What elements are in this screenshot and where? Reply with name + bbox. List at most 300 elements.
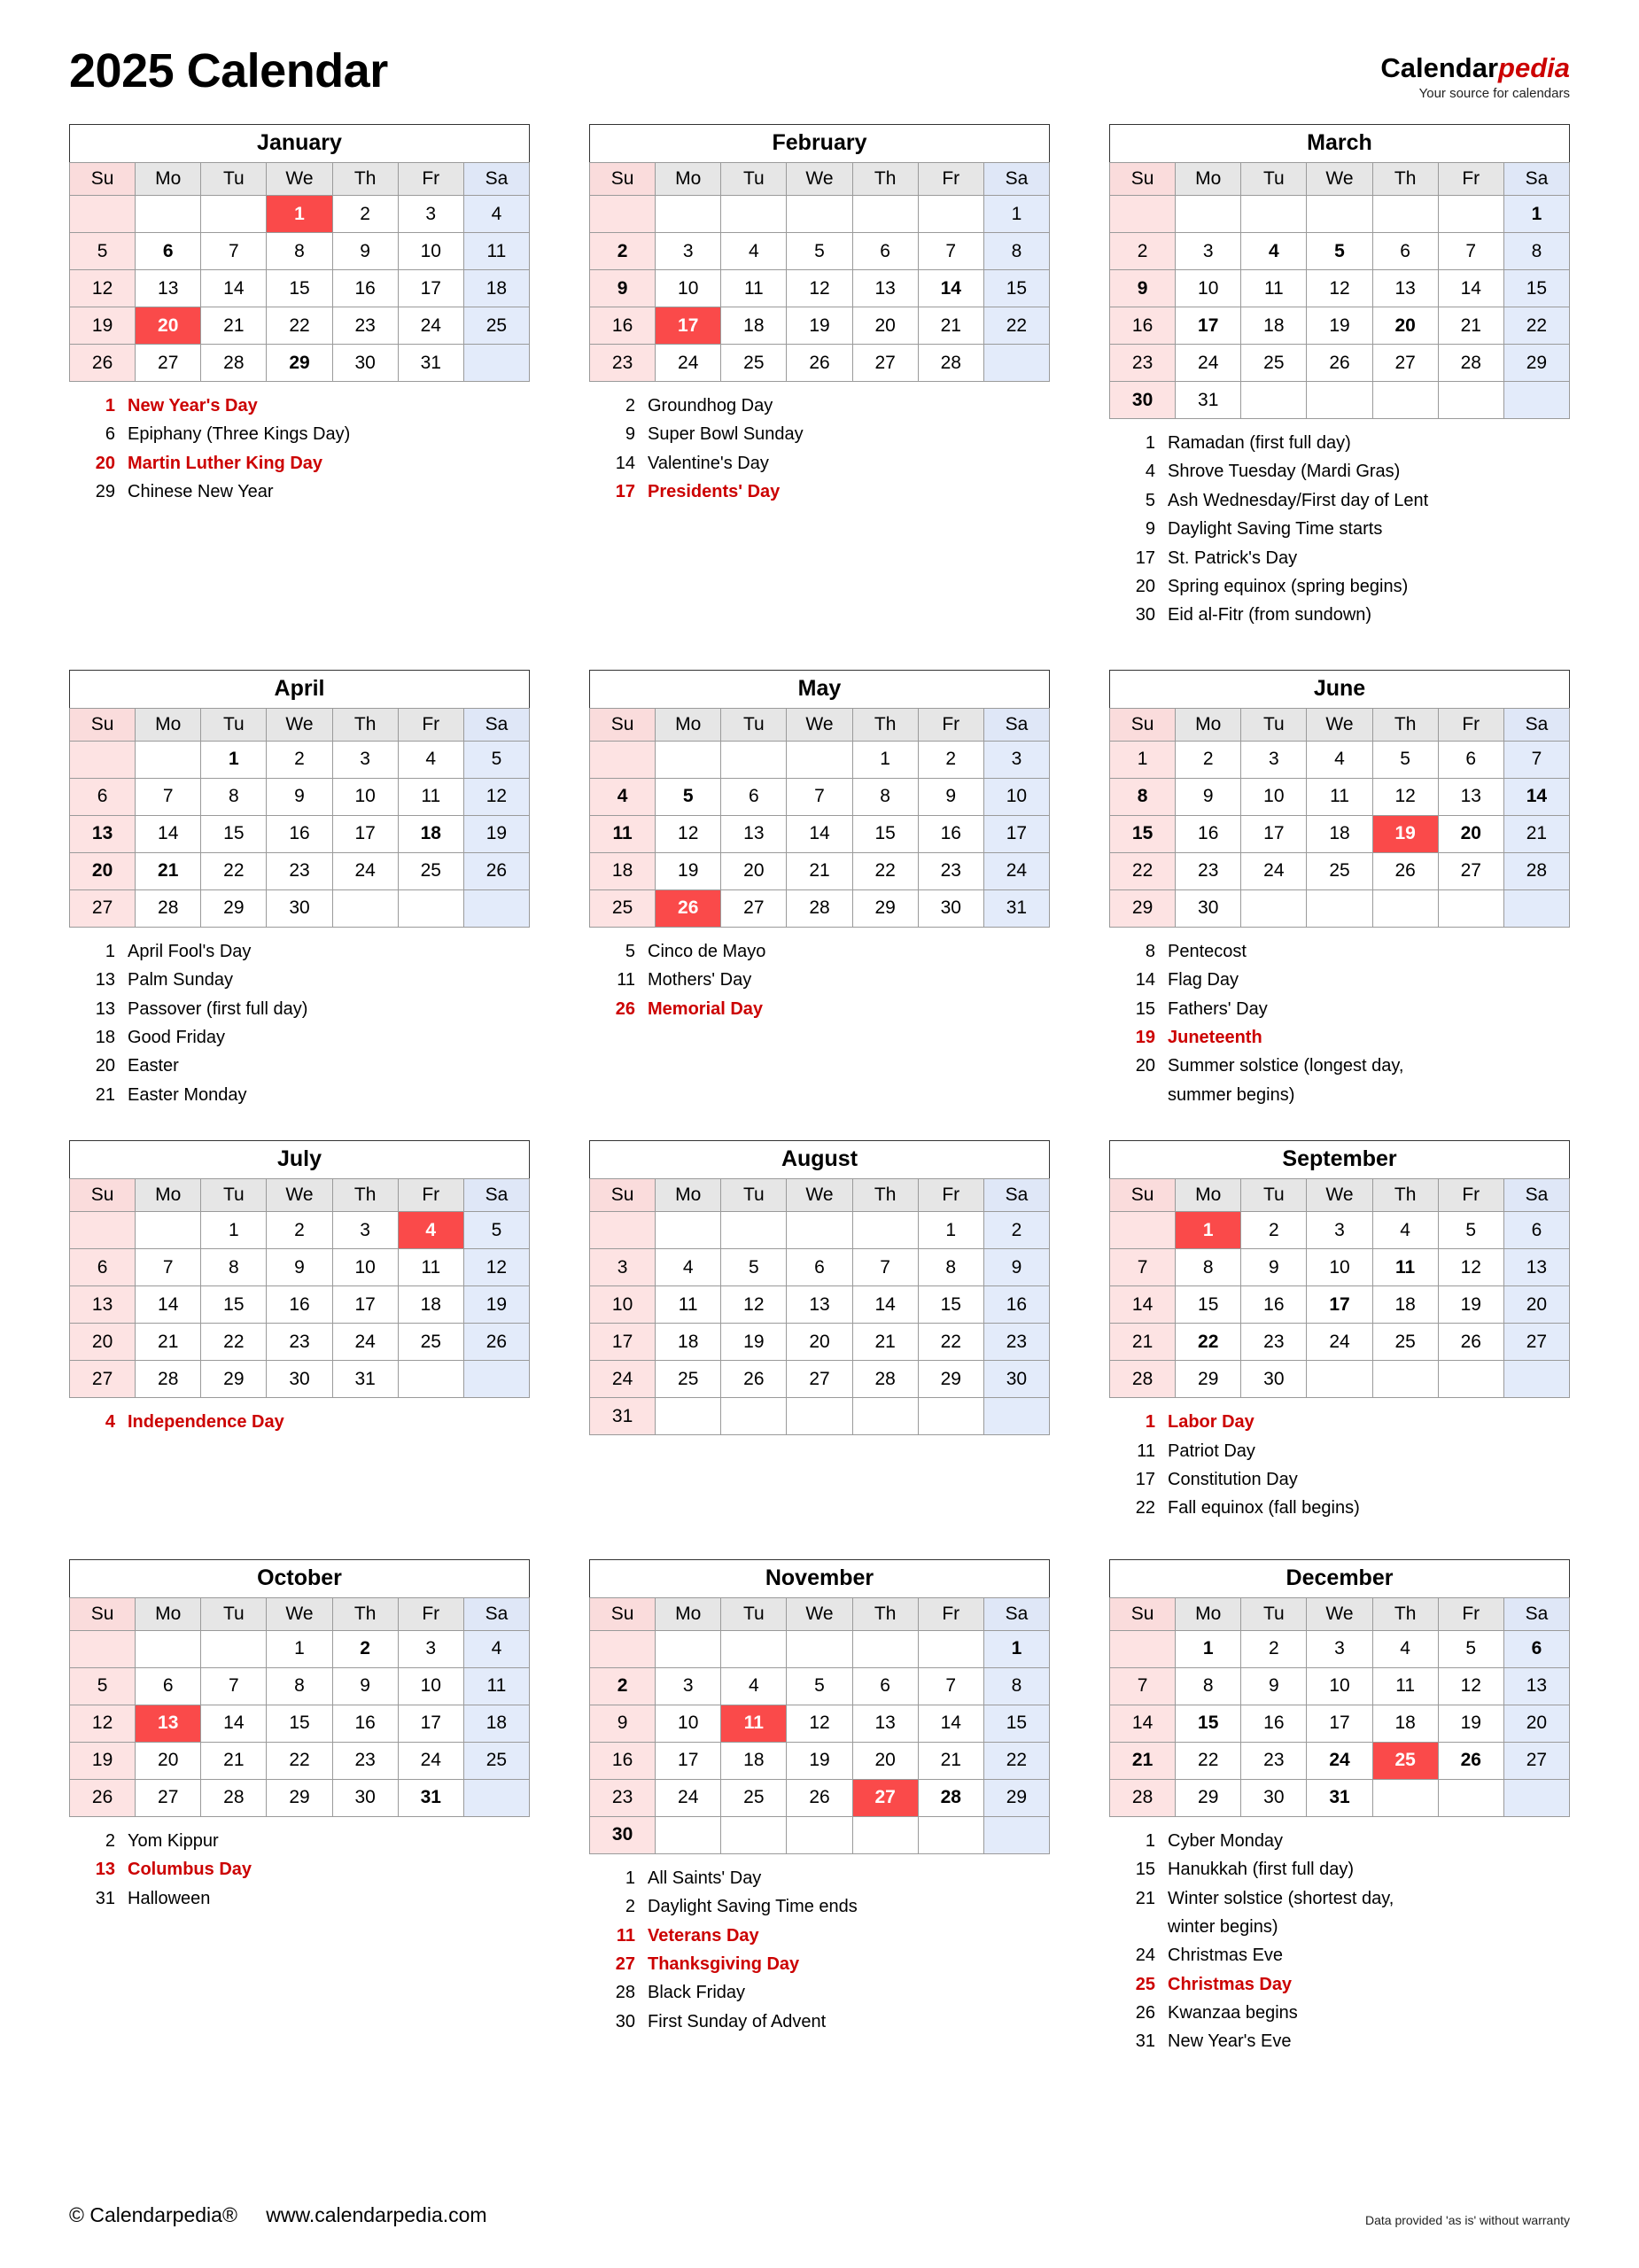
day-cell[interactable]: 1 [983,196,1049,233]
day-cell[interactable]: 8 [267,233,332,270]
day-cell[interactable]: 23 [332,307,398,345]
day-cell[interactable]: 21 [201,307,267,345]
day-cell[interactable]: 11 [721,270,787,307]
day-cell[interactable]: 25 [398,852,463,889]
day-cell[interactable]: 7 [1110,1667,1176,1705]
day-cell[interactable]: 24 [332,852,398,889]
day-cell[interactable]: 26 [721,1361,787,1398]
day-cell[interactable]: 13 [136,270,201,307]
day-cell[interactable]: 19 [1372,815,1438,852]
day-cell[interactable]: 8 [1110,778,1176,815]
day-cell[interactable]: 20 [852,1742,918,1779]
day-cell[interactable]: 14 [1438,270,1503,307]
day-cell[interactable]: 28 [918,345,983,382]
day-cell[interactable]: 23 [267,852,332,889]
day-cell[interactable]: 7 [787,778,852,815]
day-cell[interactable]: 4 [1372,1630,1438,1667]
day-cell[interactable]: 27 [1438,852,1503,889]
day-cell[interactable]: 16 [332,270,398,307]
day-cell[interactable]: 25 [1307,852,1372,889]
day-cell[interactable]: 13 [852,270,918,307]
day-cell[interactable]: 24 [1176,345,1241,382]
day-cell[interactable]: 19 [1438,1705,1503,1742]
day-cell[interactable]: 17 [1176,307,1241,345]
day-cell[interactable]: 26 [463,1324,529,1361]
day-cell[interactable]: 24 [590,1361,656,1398]
day-cell[interactable]: 4 [1241,233,1307,270]
day-cell[interactable]: 24 [656,1779,721,1816]
day-cell[interactable]: 11 [1241,270,1307,307]
day-cell[interactable]: 9 [983,1249,1049,1286]
day-cell[interactable]: 12 [1372,778,1438,815]
day-cell[interactable]: 10 [590,1286,656,1324]
day-cell[interactable]: 16 [1110,307,1176,345]
day-cell[interactable]: 24 [1241,852,1307,889]
day-cell[interactable]: 19 [463,815,529,852]
day-cell[interactable]: 24 [332,1324,398,1361]
day-cell[interactable]: 12 [463,778,529,815]
day-cell[interactable]: 23 [1241,1742,1307,1779]
day-cell[interactable]: 3 [332,1212,398,1249]
day-cell[interactable]: 6 [70,778,136,815]
day-cell[interactable]: 26 [70,1779,136,1816]
day-cell[interactable]: 23 [590,1779,656,1816]
day-cell[interactable]: 17 [1241,815,1307,852]
day-cell[interactable]: 17 [398,1705,463,1742]
day-cell[interactable]: 16 [918,815,983,852]
day-cell[interactable]: 15 [1503,270,1569,307]
day-cell[interactable]: 26 [1372,852,1438,889]
day-cell[interactable]: 28 [1110,1779,1176,1816]
day-cell[interactable]: 10 [1307,1249,1372,1286]
day-cell[interactable]: 13 [1503,1249,1569,1286]
day-cell[interactable]: 12 [70,270,136,307]
day-cell[interactable]: 28 [918,1779,983,1816]
day-cell[interactable]: 2 [918,741,983,778]
day-cell[interactable]: 14 [852,1286,918,1324]
day-cell[interactable]: 15 [983,1705,1049,1742]
day-cell[interactable]: 9 [1241,1249,1307,1286]
day-cell[interactable]: 21 [918,1742,983,1779]
day-cell[interactable]: 30 [332,345,398,382]
day-cell[interactable]: 11 [1372,1667,1438,1705]
day-cell[interactable]: 1 [201,1212,267,1249]
day-cell[interactable]: 20 [136,307,201,345]
day-cell[interactable]: 5 [787,1667,852,1705]
day-cell[interactable]: 16 [267,1286,332,1324]
day-cell[interactable]: 8 [1176,1667,1241,1705]
day-cell[interactable]: 18 [721,1742,787,1779]
day-cell[interactable]: 26 [787,345,852,382]
day-cell[interactable]: 19 [1438,1286,1503,1324]
day-cell[interactable]: 18 [1307,815,1372,852]
day-cell[interactable]: 21 [1503,815,1569,852]
day-cell[interactable]: 9 [1110,270,1176,307]
day-cell[interactable]: 1 [267,1630,332,1667]
day-cell[interactable]: 4 [1307,741,1372,778]
day-cell[interactable]: 19 [656,852,721,889]
day-cell[interactable]: 22 [1176,1324,1241,1361]
day-cell[interactable]: 7 [852,1249,918,1286]
day-cell[interactable]: 25 [1372,1324,1438,1361]
day-cell[interactable]: 11 [463,1667,529,1705]
day-cell[interactable]: 5 [1438,1212,1503,1249]
day-cell[interactable]: 10 [983,778,1049,815]
day-cell[interactable]: 29 [201,889,267,927]
day-cell[interactable]: 6 [1438,741,1503,778]
day-cell[interactable]: 4 [1372,1212,1438,1249]
day-cell[interactable]: 27 [70,1361,136,1398]
day-cell[interactable]: 6 [721,778,787,815]
day-cell[interactable]: 19 [787,307,852,345]
day-cell[interactable]: 30 [1110,382,1176,419]
day-cell[interactable]: 6 [852,233,918,270]
day-cell[interactable]: 13 [721,815,787,852]
day-cell[interactable]: 20 [787,1324,852,1361]
day-cell[interactable]: 9 [332,233,398,270]
day-cell[interactable]: 29 [1503,345,1569,382]
day-cell[interactable]: 31 [1176,382,1241,419]
day-cell[interactable]: 12 [721,1286,787,1324]
day-cell[interactable]: 17 [656,307,721,345]
day-cell[interactable]: 31 [590,1398,656,1435]
day-cell[interactable]: 16 [590,1742,656,1779]
day-cell[interactable]: 4 [398,1212,463,1249]
day-cell[interactable]: 21 [852,1324,918,1361]
day-cell[interactable]: 14 [136,1286,201,1324]
day-cell[interactable]: 1 [1110,741,1176,778]
day-cell[interactable]: 9 [267,778,332,815]
website-url[interactable]: www.calendarpedia.com [266,2203,487,2226]
day-cell[interactable]: 9 [1176,778,1241,815]
day-cell[interactable]: 8 [852,778,918,815]
day-cell[interactable]: 27 [70,889,136,927]
day-cell[interactable]: 28 [136,1361,201,1398]
day-cell[interactable]: 22 [201,852,267,889]
day-cell[interactable]: 28 [787,889,852,927]
day-cell[interactable]: 10 [332,1249,398,1286]
day-cell[interactable]: 25 [721,345,787,382]
day-cell[interactable]: 20 [852,307,918,345]
day-cell[interactable]: 6 [1503,1630,1569,1667]
day-cell[interactable]: 8 [918,1249,983,1286]
day-cell[interactable]: 25 [463,1742,529,1779]
day-cell[interactable]: 15 [918,1286,983,1324]
day-cell[interactable]: 1 [918,1212,983,1249]
day-cell[interactable]: 21 [918,307,983,345]
day-cell[interactable]: 3 [590,1249,656,1286]
day-cell[interactable]: 25 [721,1779,787,1816]
day-cell[interactable]: 16 [1176,815,1241,852]
day-cell[interactable]: 5 [463,741,529,778]
day-cell[interactable]: 11 [656,1286,721,1324]
day-cell[interactable]: 9 [590,1705,656,1742]
day-cell[interactable]: 30 [590,1816,656,1853]
day-cell[interactable]: 20 [1438,815,1503,852]
day-cell[interactable]: 25 [1241,345,1307,382]
day-cell[interactable]: 4 [590,778,656,815]
day-cell[interactable]: 20 [70,1324,136,1361]
day-cell[interactable]: 25 [463,307,529,345]
day-cell[interactable]: 15 [201,1286,267,1324]
day-cell[interactable]: 3 [1307,1212,1372,1249]
day-cell[interactable]: 7 [918,233,983,270]
day-cell[interactable]: 10 [1307,1667,1372,1705]
day-cell[interactable]: 29 [1176,1779,1241,1816]
day-cell[interactable]: 10 [398,1667,463,1705]
day-cell[interactable]: 13 [787,1286,852,1324]
day-cell[interactable]: 14 [918,270,983,307]
day-cell[interactable]: 13 [70,1286,136,1324]
day-cell[interactable]: 1 [1176,1630,1241,1667]
day-cell[interactable]: 2 [332,196,398,233]
day-cell[interactable]: 24 [398,307,463,345]
day-cell[interactable]: 13 [1438,778,1503,815]
day-cell[interactable]: 26 [1438,1324,1503,1361]
day-cell[interactable]: 19 [463,1286,529,1324]
day-cell[interactable]: 4 [463,196,529,233]
day-cell[interactable]: 30 [1241,1361,1307,1398]
day-cell[interactable]: 2 [1241,1212,1307,1249]
day-cell[interactable]: 23 [590,345,656,382]
day-cell[interactable]: 24 [1307,1324,1372,1361]
day-cell[interactable]: 26 [656,889,721,927]
day-cell[interactable]: 1 [852,741,918,778]
day-cell[interactable]: 25 [590,889,656,927]
day-cell[interactable]: 8 [983,1667,1049,1705]
day-cell[interactable]: 31 [332,1361,398,1398]
day-cell[interactable]: 22 [201,1324,267,1361]
day-cell[interactable]: 26 [463,852,529,889]
day-cell[interactable]: 5 [1307,233,1372,270]
day-cell[interactable]: 29 [267,1779,332,1816]
day-cell[interactable]: 15 [201,815,267,852]
day-cell[interactable]: 22 [1176,1742,1241,1779]
day-cell[interactable]: 11 [398,778,463,815]
day-cell[interactable]: 19 [70,307,136,345]
day-cell[interactable]: 29 [852,889,918,927]
day-cell[interactable]: 13 [1503,1667,1569,1705]
day-cell[interactable]: 15 [267,1705,332,1742]
day-cell[interactable]: 11 [590,815,656,852]
day-cell[interactable]: 21 [201,1742,267,1779]
day-cell[interactable]: 3 [1241,741,1307,778]
day-cell[interactable]: 22 [983,1742,1049,1779]
day-cell[interactable]: 21 [1110,1324,1176,1361]
day-cell[interactable]: 6 [136,1667,201,1705]
day-cell[interactable]: 25 [1372,1742,1438,1779]
day-cell[interactable]: 3 [332,741,398,778]
day-cell[interactable]: 30 [332,1779,398,1816]
day-cell[interactable]: 2 [1176,741,1241,778]
day-cell[interactable]: 27 [852,1779,918,1816]
day-cell[interactable]: 7 [918,1667,983,1705]
day-cell[interactable]: 10 [656,270,721,307]
day-cell[interactable]: 15 [267,270,332,307]
day-cell[interactable]: 27 [721,889,787,927]
day-cell[interactable]: 31 [983,889,1049,927]
day-cell[interactable]: 7 [201,233,267,270]
day-cell[interactable]: 4 [721,1667,787,1705]
day-cell[interactable]: 13 [852,1705,918,1742]
day-cell[interactable]: 27 [852,345,918,382]
day-cell[interactable]: 5 [70,233,136,270]
day-cell[interactable]: 25 [398,1324,463,1361]
day-cell[interactable]: 20 [1503,1286,1569,1324]
day-cell[interactable]: 6 [70,1249,136,1286]
day-cell[interactable]: 14 [1110,1705,1176,1742]
day-cell[interactable]: 23 [1110,345,1176,382]
day-cell[interactable]: 27 [1503,1324,1569,1361]
day-cell[interactable]: 27 [1503,1742,1569,1779]
day-cell[interactable]: 26 [787,1779,852,1816]
day-cell[interactable]: 30 [267,889,332,927]
day-cell[interactable]: 23 [983,1324,1049,1361]
day-cell[interactable]: 12 [463,1249,529,1286]
day-cell[interactable]: 23 [1176,852,1241,889]
day-cell[interactable]: 29 [1176,1361,1241,1398]
day-cell[interactable]: 6 [852,1667,918,1705]
day-cell[interactable]: 27 [136,345,201,382]
day-cell[interactable]: 9 [332,1667,398,1705]
day-cell[interactable]: 17 [398,270,463,307]
day-cell[interactable]: 15 [1110,815,1176,852]
day-cell[interactable]: 10 [1241,778,1307,815]
day-cell[interactable]: 14 [201,1705,267,1742]
day-cell[interactable]: 28 [201,345,267,382]
day-cell[interactable]: 29 [983,1779,1049,1816]
day-cell[interactable]: 5 [70,1667,136,1705]
day-cell[interactable]: 2 [267,741,332,778]
day-cell[interactable]: 2 [1110,233,1176,270]
day-cell[interactable]: 3 [398,1630,463,1667]
day-cell[interactable]: 5 [787,233,852,270]
day-cell[interactable]: 30 [1176,889,1241,927]
day-cell[interactable]: 30 [267,1361,332,1398]
day-cell[interactable]: 12 [1438,1667,1503,1705]
day-cell[interactable]: 14 [1110,1286,1176,1324]
day-cell[interactable]: 29 [201,1361,267,1398]
day-cell[interactable]: 13 [70,815,136,852]
day-cell[interactable]: 22 [852,852,918,889]
day-cell[interactable]: 24 [656,345,721,382]
day-cell[interactable]: 5 [1372,741,1438,778]
day-cell[interactable]: 28 [1110,1361,1176,1398]
day-cell[interactable]: 3 [1176,233,1241,270]
day-cell[interactable]: 21 [787,852,852,889]
day-cell[interactable]: 19 [721,1324,787,1361]
day-cell[interactable]: 1 [1503,196,1569,233]
day-cell[interactable]: 1 [201,741,267,778]
day-cell[interactable]: 9 [1241,1667,1307,1705]
day-cell[interactable]: 17 [983,815,1049,852]
day-cell[interactable]: 21 [1438,307,1503,345]
day-cell[interactable]: 16 [983,1286,1049,1324]
day-cell[interactable]: 19 [70,1742,136,1779]
day-cell[interactable]: 6 [1372,233,1438,270]
day-cell[interactable]: 24 [1307,1742,1372,1779]
day-cell[interactable]: 4 [463,1630,529,1667]
day-cell[interactable]: 7 [1503,741,1569,778]
day-cell[interactable]: 18 [656,1324,721,1361]
day-cell[interactable]: 3 [398,196,463,233]
day-cell[interactable]: 2 [590,233,656,270]
day-cell[interactable]: 6 [136,233,201,270]
day-cell[interactable]: 24 [983,852,1049,889]
day-cell[interactable]: 16 [1241,1286,1307,1324]
day-cell[interactable]: 29 [918,1361,983,1398]
day-cell[interactable]: 25 [656,1361,721,1398]
day-cell[interactable]: 8 [201,778,267,815]
day-cell[interactable]: 11 [1372,1249,1438,1286]
day-cell[interactable]: 22 [918,1324,983,1361]
day-cell[interactable]: 27 [136,1779,201,1816]
day-cell[interactable]: 1 [1176,1212,1241,1249]
day-cell[interactable]: 20 [721,852,787,889]
day-cell[interactable]: 5 [463,1212,529,1249]
day-cell[interactable]: 18 [1372,1705,1438,1742]
day-cell[interactable]: 12 [1438,1249,1503,1286]
day-cell[interactable]: 7 [136,778,201,815]
day-cell[interactable]: 3 [983,741,1049,778]
day-cell[interactable]: 26 [70,345,136,382]
day-cell[interactable]: 16 [1241,1705,1307,1742]
day-cell[interactable]: 3 [656,233,721,270]
day-cell[interactable]: 2 [332,1630,398,1667]
day-cell[interactable]: 8 [201,1249,267,1286]
day-cell[interactable]: 15 [1176,1286,1241,1324]
day-cell[interactable]: 11 [721,1705,787,1742]
day-cell[interactable]: 18 [721,307,787,345]
day-cell[interactable]: 23 [1241,1324,1307,1361]
day-cell[interactable]: 10 [656,1705,721,1742]
day-cell[interactable]: 18 [1241,307,1307,345]
day-cell[interactable]: 3 [656,1667,721,1705]
day-cell[interactable]: 22 [267,307,332,345]
day-cell[interactable]: 28 [852,1361,918,1398]
day-cell[interactable]: 22 [1503,307,1569,345]
day-cell[interactable]: 29 [1110,889,1176,927]
day-cell[interactable]: 30 [1241,1779,1307,1816]
day-cell[interactable]: 12 [70,1705,136,1742]
day-cell[interactable]: 23 [332,1742,398,1779]
day-cell[interactable]: 30 [983,1361,1049,1398]
day-cell[interactable]: 15 [852,815,918,852]
day-cell[interactable]: 6 [787,1249,852,1286]
day-cell[interactable]: 31 [398,1779,463,1816]
day-cell[interactable]: 21 [136,1324,201,1361]
day-cell[interactable]: 6 [1503,1212,1569,1249]
day-cell[interactable]: 10 [1176,270,1241,307]
day-cell[interactable]: 18 [1372,1286,1438,1324]
day-cell[interactable]: 10 [398,233,463,270]
day-cell[interactable]: 16 [332,1705,398,1742]
day-cell[interactable]: 3 [1307,1630,1372,1667]
day-cell[interactable]: 2 [983,1212,1049,1249]
day-cell[interactable]: 12 [1307,270,1372,307]
day-cell[interactable]: 19 [1307,307,1372,345]
day-cell[interactable]: 23 [267,1324,332,1361]
day-cell[interactable]: 8 [1176,1249,1241,1286]
day-cell[interactable]: 18 [398,1286,463,1324]
day-cell[interactable]: 21 [1110,1742,1176,1779]
day-cell[interactable]: 16 [267,815,332,852]
day-cell[interactable]: 14 [136,815,201,852]
day-cell[interactable]: 20 [70,852,136,889]
day-cell[interactable]: 22 [983,307,1049,345]
day-cell[interactable]: 30 [918,889,983,927]
day-cell[interactable]: 17 [332,815,398,852]
